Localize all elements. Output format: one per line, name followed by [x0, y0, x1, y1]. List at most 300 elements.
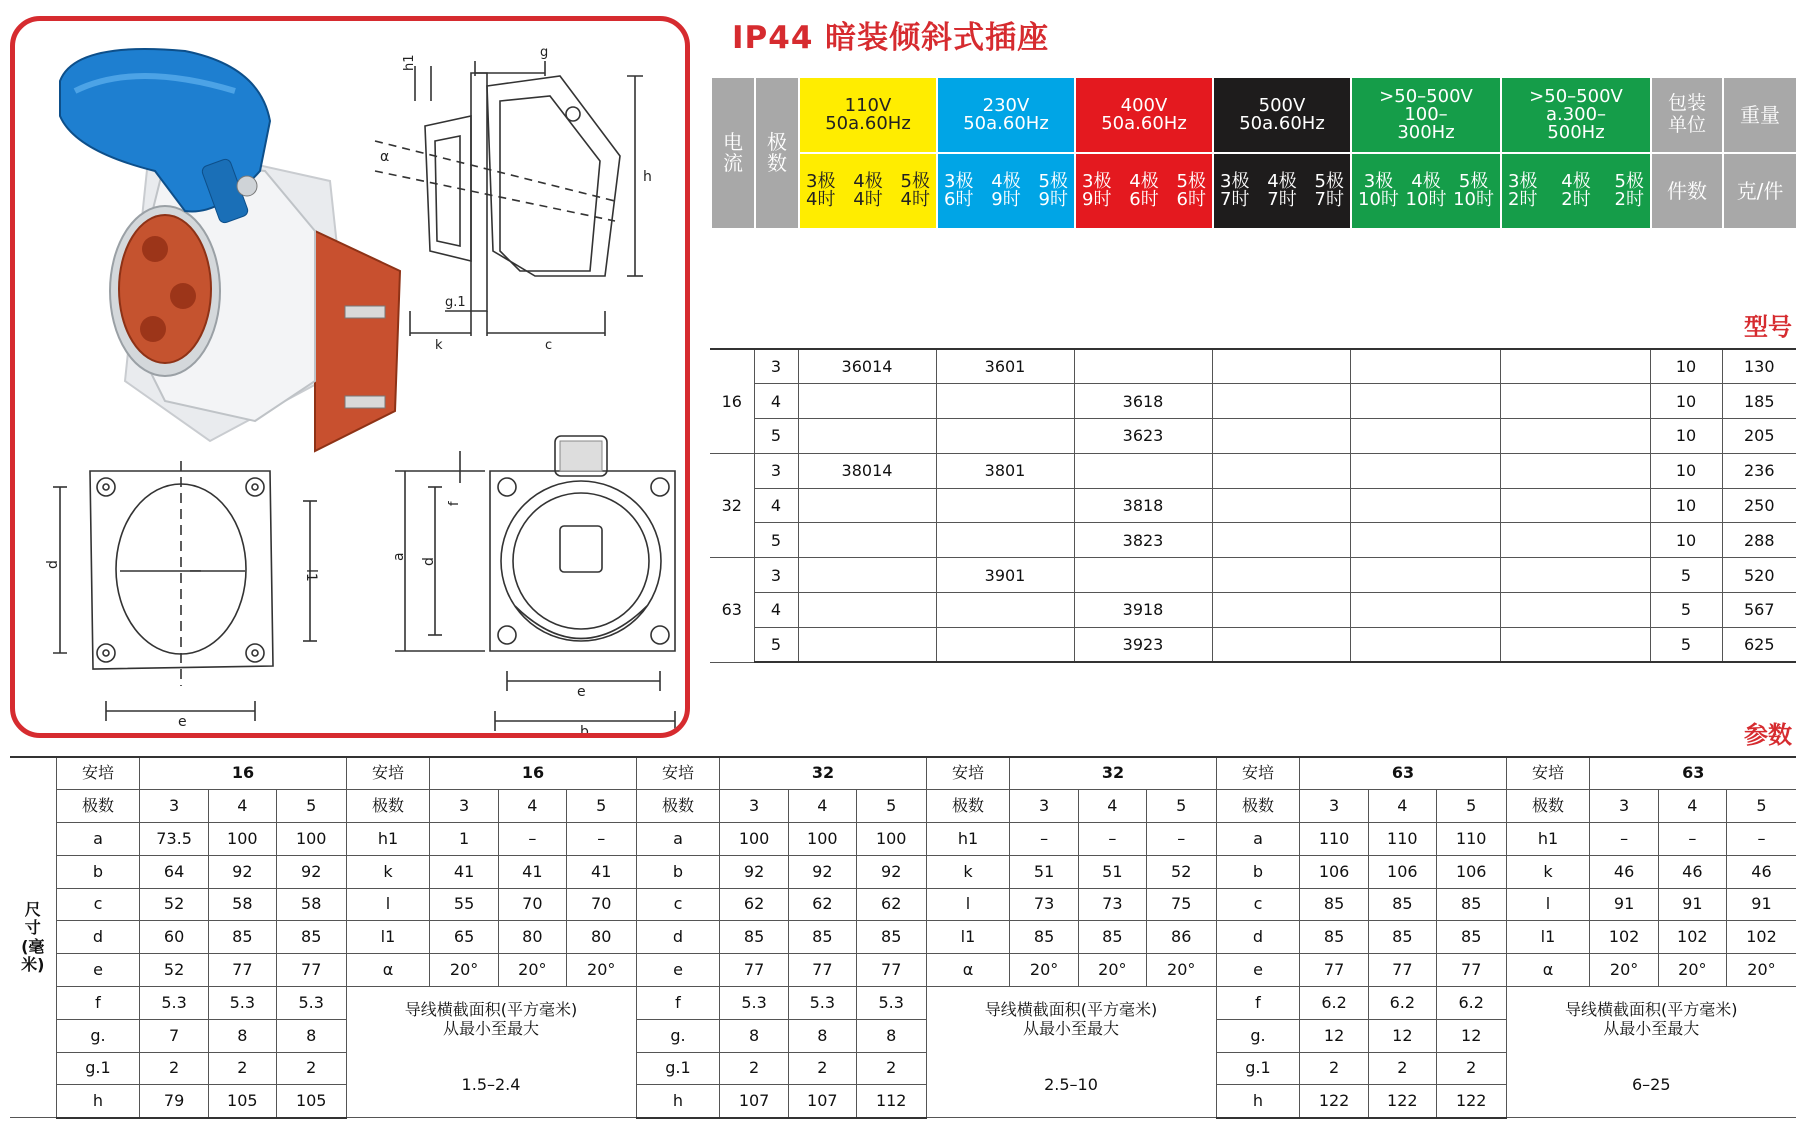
param-ampere-value: 63 — [1300, 757, 1506, 790]
param-value: 106 — [1436, 855, 1506, 888]
pole-hour-item: 5极 10时 — [1453, 171, 1494, 210]
param-key: c — [1216, 888, 1300, 921]
model-number-cell — [1500, 349, 1650, 384]
model-number-cell: 3623 — [1074, 419, 1212, 454]
param-key: h1 — [346, 823, 430, 856]
param-value: 52 — [140, 954, 208, 987]
param-value: 70 — [566, 888, 636, 921]
param-ampere-label: 安培 — [346, 757, 430, 790]
label-d-cover: d — [421, 557, 437, 566]
header-poles-230v — [937, 153, 1075, 229]
param-value: 46 — [1726, 855, 1796, 888]
model-number-cell: 3601 — [936, 349, 1074, 384]
param-key: k — [346, 855, 430, 888]
param-poles-label: 极数 — [636, 790, 720, 823]
param-pole-value: 5 — [856, 790, 926, 823]
table-row — [10, 855, 1796, 888]
pole-hour-item: 3极 9时 — [1082, 171, 1112, 210]
param-key: l1 — [926, 921, 1010, 954]
param-value: 80 — [566, 921, 636, 954]
param-value: 5.3 — [276, 987, 346, 1020]
param-value: 5.3 — [856, 987, 926, 1020]
param-key: g. — [56, 1019, 140, 1052]
model-number-cell — [1500, 593, 1650, 628]
model-poles-cell: 4 — [754, 488, 798, 523]
param-ampere-value: 32 — [720, 757, 926, 790]
model-number-cell — [1212, 453, 1350, 488]
param-key: α — [926, 954, 1010, 987]
param-ampere-label: 安培 — [636, 757, 720, 790]
param-value: 80 — [498, 921, 566, 954]
param-key: d — [1216, 921, 1300, 954]
pole-hour-group — [1216, 154, 1348, 228]
param-value: 52 — [1146, 855, 1216, 888]
param-ampere-label: 安培 — [926, 757, 1010, 790]
param-value: 85 — [720, 921, 788, 954]
param-value: – — [566, 823, 636, 856]
header-voltage-110v — [799, 77, 937, 153]
param-key: b — [636, 855, 720, 888]
param-value: 6.2 — [1436, 987, 1506, 1020]
label-l: l — [186, 569, 202, 573]
param-value: 52 — [140, 888, 208, 921]
table-row — [710, 384, 1796, 419]
table-row — [710, 349, 1796, 384]
param-key: g.1 — [56, 1052, 140, 1085]
param-key: h — [56, 1085, 140, 1118]
param-poles-label: 极数 — [346, 790, 430, 823]
label-g1: g.1 — [445, 295, 466, 310]
header-package-unit — [1651, 77, 1723, 153]
param-key: c — [636, 888, 720, 921]
param-value: 105 — [276, 1085, 346, 1118]
param-poles-label: 极数 — [56, 790, 140, 823]
param-value: 92 — [788, 855, 856, 888]
pole-hour-item: 5极 2时 — [1614, 171, 1644, 210]
model-number-cell — [1212, 419, 1350, 454]
table-row — [10, 987, 1796, 1020]
param-value: 64 — [140, 855, 208, 888]
param-value: 92 — [276, 855, 346, 888]
param-key: b — [1216, 855, 1300, 888]
model-weight-cell: 250 — [1722, 488, 1796, 523]
param-value: 85 — [788, 921, 856, 954]
model-number-cell — [1500, 523, 1650, 558]
param-key: b — [56, 855, 140, 888]
param-value: 20° — [1010, 954, 1078, 987]
param-value: 41 — [566, 855, 636, 888]
param-value: 73 — [1010, 888, 1078, 921]
pole-hour-item: 4极 7时 — [1267, 171, 1297, 210]
param-value: 2 — [1300, 1052, 1368, 1085]
param-key: e — [636, 954, 720, 987]
cover-front-drawing — [395, 436, 675, 731]
model-number-cell — [1212, 384, 1350, 419]
pole-hour-group — [1354, 154, 1498, 228]
param-value: 85 — [1368, 888, 1436, 921]
param-value: 12 — [1300, 1019, 1368, 1052]
param-key: a — [56, 823, 140, 856]
param-pole-value: 3 — [720, 790, 788, 823]
param-value: 58 — [276, 888, 346, 921]
model-weight-cell: 236 — [1722, 453, 1796, 488]
param-value: 77 — [208, 954, 276, 987]
model-current-cell: 16 — [710, 349, 754, 453]
product-image-panel — [10, 16, 690, 738]
model-weight-cell: 567 — [1722, 593, 1796, 628]
param-value: 8 — [208, 1019, 276, 1052]
model-number-cell — [1350, 349, 1500, 384]
param-ampere-label: 安培 — [1216, 757, 1300, 790]
cable-section-label: 导线横截面积(平方毫米) 从最小至最大 — [926, 987, 1216, 1053]
model-number-cell — [1350, 453, 1500, 488]
table-row — [10, 921, 1796, 954]
model-number-cell — [798, 384, 936, 419]
table-row — [710, 558, 1796, 593]
table-row — [710, 627, 1796, 662]
table-row — [710, 488, 1796, 523]
param-value: 20° — [1590, 954, 1658, 987]
model-number-cell — [798, 558, 936, 593]
model-number-cell: 3918 — [1074, 593, 1212, 628]
param-value: – — [1590, 823, 1658, 856]
model-number-cell: 3923 — [1074, 627, 1212, 662]
param-value: 75 — [1146, 888, 1216, 921]
param-value: 100 — [856, 823, 926, 856]
header-pieces: 件数 — [1651, 153, 1723, 229]
model-poles-cell: 3 — [754, 453, 798, 488]
header-poles-500v — [1213, 153, 1351, 229]
model-number-cell — [1074, 558, 1212, 593]
param-value: 2 — [276, 1052, 346, 1085]
pole-hour-group — [940, 154, 1072, 228]
param-value: 107 — [720, 1085, 788, 1118]
header-voltage-50-500v-100-300hz — [1351, 77, 1501, 153]
param-ampere-value: 32 — [1010, 757, 1216, 790]
model-number-cell — [936, 384, 1074, 419]
param-key: l — [926, 888, 1010, 921]
param-value: 70 — [498, 888, 566, 921]
param-key: g. — [1216, 1019, 1300, 1052]
param-value: – — [1146, 823, 1216, 856]
param-value: 77 — [1436, 954, 1506, 987]
param-pole-value: 3 — [1010, 790, 1078, 823]
param-pole-value: 5 — [1146, 790, 1216, 823]
voltage-label: 500V 50a.60Hz — [1239, 95, 1325, 134]
table-row — [10, 954, 1796, 987]
param-value: 41 — [498, 855, 566, 888]
param-key: a — [636, 823, 720, 856]
model-number-cell — [1350, 593, 1500, 628]
model-number-cell: 3801 — [936, 453, 1074, 488]
param-ampere-value: 16 — [140, 757, 346, 790]
model-current-cell: 32 — [710, 453, 754, 557]
param-key: h1 — [1506, 823, 1590, 856]
param-value: 105 — [208, 1085, 276, 1118]
param-value: 100 — [720, 823, 788, 856]
param-value: 110 — [1436, 823, 1506, 856]
model-number-cell — [1350, 558, 1500, 593]
label-g: g — [540, 45, 549, 60]
param-value: 8 — [856, 1019, 926, 1052]
model-pack-cell: 10 — [1650, 384, 1722, 419]
label-a: a — [391, 552, 407, 561]
header-poles-300-500hz — [1501, 153, 1651, 229]
table-row — [10, 757, 1796, 790]
param-value: 8 — [720, 1019, 788, 1052]
param-value: 85 — [208, 921, 276, 954]
param-poles-label: 极数 — [1216, 790, 1300, 823]
param-value: 102 — [1726, 921, 1796, 954]
param-value: 85 — [1436, 888, 1506, 921]
model-number-cell — [1500, 384, 1650, 419]
param-value: 62 — [720, 888, 788, 921]
param-key: e — [1216, 954, 1300, 987]
model-pack-cell: 10 — [1650, 419, 1722, 454]
voltage-label: 110V 50a.60Hz — [825, 95, 911, 134]
model-number-cell — [1500, 558, 1650, 593]
model-poles-cell: 5 — [754, 627, 798, 662]
param-key: l — [1506, 888, 1590, 921]
front-plate-drawing — [53, 461, 317, 721]
model-number-cell — [1212, 627, 1350, 662]
param-value: 51 — [1078, 855, 1146, 888]
param-value: 122 — [1436, 1085, 1506, 1118]
param-value: 92 — [208, 855, 276, 888]
header-package-unit-text: 包装 单位 — [1667, 92, 1706, 136]
pole-hour-group — [1504, 154, 1648, 228]
model-weight-cell: 288 — [1722, 523, 1796, 558]
param-value: 2 — [856, 1052, 926, 1085]
param-value: 107 — [788, 1085, 856, 1118]
model-number-cell — [1212, 523, 1350, 558]
model-number-cell — [798, 488, 936, 523]
model-number-cell — [1212, 349, 1350, 384]
cable-section-label: 导线横截面积(平方毫米) 从最小至最大 — [346, 987, 636, 1053]
model-pack-cell: 5 — [1650, 627, 1722, 662]
param-key: h — [1216, 1085, 1300, 1118]
label-l1: l1 — [303, 569, 319, 582]
model-number-table — [710, 348, 1796, 663]
model-poles-cell: 5 — [754, 419, 798, 454]
param-key: e — [56, 954, 140, 987]
param-value: 110 — [1300, 823, 1368, 856]
model-number-cell — [1350, 627, 1500, 662]
param-value: 20° — [1726, 954, 1796, 987]
param-value: 91 — [1590, 888, 1658, 921]
model-number-cell — [1500, 627, 1650, 662]
model-number-cell — [1500, 488, 1650, 523]
model-number-cell — [1074, 453, 1212, 488]
table-row — [710, 419, 1796, 454]
pole-hour-item: 5极 6时 — [1176, 171, 1206, 210]
cable-section-label: 导线横截面积(平方毫米) 从最小至最大 — [1506, 987, 1796, 1053]
header-voltage-400v — [1075, 77, 1213, 153]
model-number-cell — [1500, 419, 1650, 454]
param-value: 2 — [1368, 1052, 1436, 1085]
param-value: 77 — [788, 954, 856, 987]
param-key: g.1 — [1216, 1052, 1300, 1085]
param-ampere-value: 63 — [1590, 757, 1796, 790]
table-row — [710, 593, 1796, 628]
param-key: k — [1506, 855, 1590, 888]
param-key: a — [1216, 823, 1300, 856]
section-label-models: 型号 — [1744, 313, 1792, 341]
param-value: 20° — [430, 954, 498, 987]
param-value: 46 — [1590, 855, 1658, 888]
pole-hour-item: 4极 2时 — [1561, 171, 1591, 210]
pole-hour-group — [1078, 154, 1210, 228]
model-number-cell — [1212, 558, 1350, 593]
param-pole-value: 3 — [430, 790, 498, 823]
model-number-cell — [1350, 523, 1500, 558]
model-number-cell — [1350, 419, 1500, 454]
model-number-cell — [1350, 384, 1500, 419]
model-poles-cell: 4 — [754, 384, 798, 419]
param-ampere-label: 安培 — [56, 757, 140, 790]
model-poles-cell: 4 — [754, 593, 798, 628]
model-number-cell: 3618 — [1074, 384, 1212, 419]
side-view-drawing — [375, 61, 643, 336]
param-value: 20° — [1658, 954, 1726, 987]
pole-hour-item: 5极 9时 — [1038, 171, 1068, 210]
pole-hour-item: 3极 6时 — [944, 171, 974, 210]
param-value: 46 — [1658, 855, 1726, 888]
param-value: 106 — [1300, 855, 1368, 888]
param-key: g.1 — [636, 1052, 720, 1085]
param-value: – — [1658, 823, 1726, 856]
param-key: d — [56, 921, 140, 954]
model-number-cell: 36014 — [798, 349, 936, 384]
param-value: 73 — [1078, 888, 1146, 921]
param-value: 77 — [276, 954, 346, 987]
param-value: 85 — [1078, 921, 1146, 954]
label-c: c — [545, 338, 553, 353]
param-pole-value: 5 — [1726, 790, 1796, 823]
header-grams-per-piece: 克/件 — [1723, 153, 1797, 229]
cable-section-range: 6–25 — [1506, 1052, 1796, 1118]
pole-hour-item: 3极 4时 — [806, 171, 836, 210]
param-value: 60 — [140, 921, 208, 954]
param-pole-value: 4 — [498, 790, 566, 823]
param-value: 8 — [276, 1019, 346, 1052]
section-label-params: 参数 — [1744, 721, 1792, 749]
model-number-cell — [936, 523, 1074, 558]
param-poles-label: 极数 — [1506, 790, 1590, 823]
param-value: – — [498, 823, 566, 856]
label-h: h — [643, 169, 652, 185]
param-key: h1 — [926, 823, 1010, 856]
model-number-cell: 38014 — [798, 453, 936, 488]
model-number-cell — [936, 593, 1074, 628]
label-h1: h1 — [402, 54, 417, 71]
param-key: k — [926, 855, 1010, 888]
model-number-cell — [1350, 488, 1500, 523]
label-f: f — [447, 501, 462, 506]
param-value: 1 — [430, 823, 498, 856]
param-value: 91 — [1658, 888, 1726, 921]
param-pole-value: 4 — [208, 790, 276, 823]
header-voltage-50-500v-300-500hz — [1501, 77, 1651, 153]
page-title: IP44 暗装倾斜式插座 — [732, 20, 1050, 56]
header-poles-100-300hz — [1351, 153, 1501, 229]
param-value: 91 — [1726, 888, 1796, 921]
param-value: 85 — [1436, 921, 1506, 954]
param-value: 62 — [856, 888, 926, 921]
product-illustration — [15, 21, 690, 738]
voltage-label: 230V 50a.60Hz — [963, 95, 1049, 134]
model-number-cell: 3901 — [936, 558, 1074, 593]
pole-hour-item: 4极 9时 — [991, 171, 1021, 210]
model-number-cell: 3818 — [1074, 488, 1212, 523]
model-poles-cell: 3 — [754, 349, 798, 384]
param-key: α — [346, 954, 430, 987]
param-pole-value: 4 — [1368, 790, 1436, 823]
model-pack-cell: 5 — [1650, 593, 1722, 628]
param-value: 7 — [140, 1019, 208, 1052]
param-value: 2 — [140, 1052, 208, 1085]
model-number-cell — [798, 419, 936, 454]
table-row — [10, 888, 1796, 921]
param-value: 85 — [1368, 921, 1436, 954]
param-pole-value: 5 — [1436, 790, 1506, 823]
param-key: d — [636, 921, 720, 954]
voltage-label: >50–500V a.300– 500Hz — [1529, 86, 1623, 143]
param-key: c — [56, 888, 140, 921]
param-value: 62 — [788, 888, 856, 921]
param-value: 55 — [430, 888, 498, 921]
param-value: 85 — [276, 921, 346, 954]
pole-hour-item: 5极 7时 — [1314, 171, 1344, 210]
pole-hour-item: 5极 4时 — [900, 171, 930, 210]
param-value: 20° — [1146, 954, 1216, 987]
param-key: l — [346, 888, 430, 921]
param-value: 58 — [208, 888, 276, 921]
param-pole-value: 5 — [276, 790, 346, 823]
header-poles — [755, 77, 799, 229]
model-poles-cell: 5 — [754, 523, 798, 558]
model-number-cell — [1212, 488, 1350, 523]
param-value: 102 — [1590, 921, 1658, 954]
hdr-current-text: 电 流 — [723, 130, 743, 175]
label-e-cover: e — [577, 684, 586, 700]
header-weight: 重量 — [1723, 77, 1797, 153]
pole-hour-item: 4极 4时 — [853, 171, 883, 210]
cable-section-range: 2.5–10 — [926, 1052, 1216, 1118]
param-value: 100 — [208, 823, 276, 856]
pole-hour-group — [802, 154, 934, 228]
param-value: 85 — [1300, 888, 1368, 921]
param-value: 5.3 — [140, 987, 208, 1020]
param-key: g. — [636, 1019, 720, 1052]
model-weight-cell: 625 — [1722, 627, 1796, 662]
model-number-cell — [1500, 453, 1650, 488]
param-value: 85 — [1010, 921, 1078, 954]
param-pole-value: 3 — [1300, 790, 1368, 823]
model-pack-cell: 10 — [1650, 488, 1722, 523]
param-pole-value: 3 — [1590, 790, 1658, 823]
param-value: 6.2 — [1300, 987, 1368, 1020]
param-value: 41 — [430, 855, 498, 888]
param-value: 110 — [1368, 823, 1436, 856]
model-weight-cell: 205 — [1722, 419, 1796, 454]
table-row — [10, 790, 1796, 823]
model-pack-cell: 5 — [1650, 558, 1722, 593]
model-pack-cell: 10 — [1650, 523, 1722, 558]
table-row — [10, 1052, 1796, 1085]
model-pack-cell: 10 — [1650, 453, 1722, 488]
model-pack-cell: 10 — [1650, 349, 1722, 384]
